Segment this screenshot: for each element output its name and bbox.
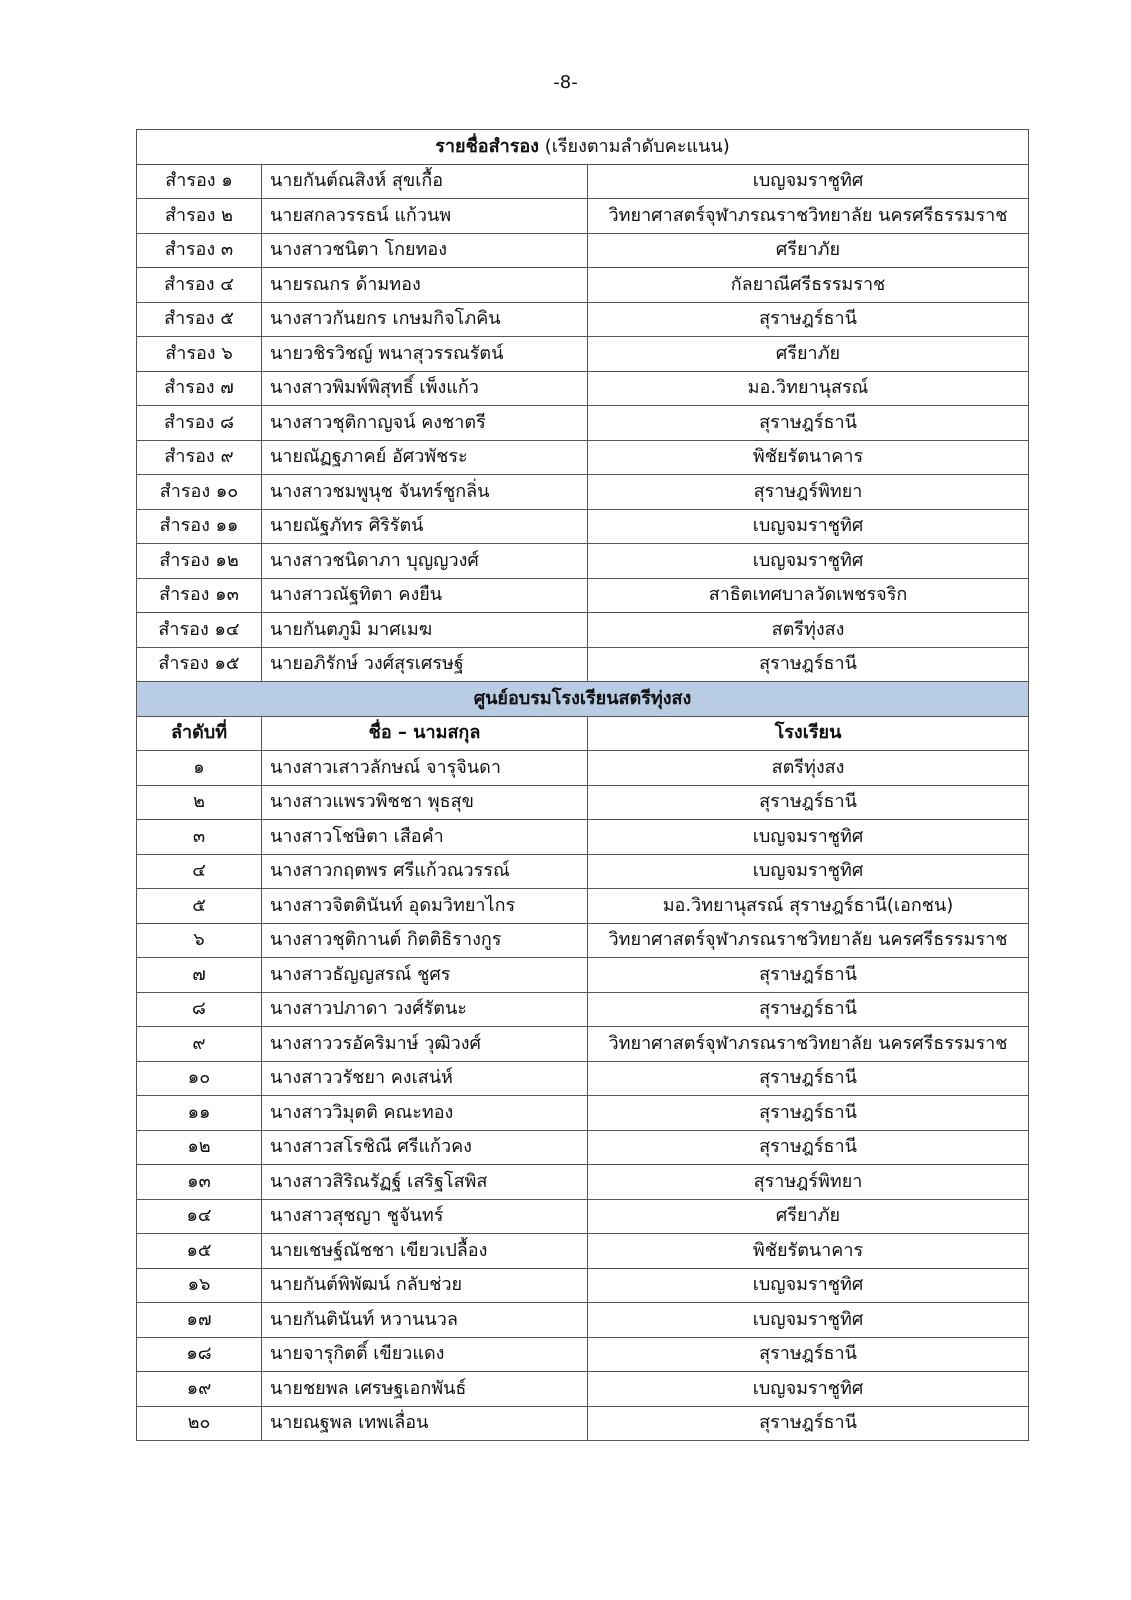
reserve-row [137,578,1029,613]
name-cell: นายเชษฐ์ณัชชา เขียวเปลื้อง [262,1234,588,1269]
center-row [137,1234,1029,1269]
center-row [137,1406,1029,1441]
name-cell: นายกันต์ณสิงห์ สุขเกื้อ [262,164,588,199]
name-cell: นางสาวปภาดา วงศ์รัตนะ [262,992,588,1027]
school-cell: เบญจมราชูทิศ [588,820,1029,855]
school-cell: เบญจมราชูทิศ [588,544,1029,579]
school-cell: เบญจมราชูทิศ [588,1268,1029,1303]
school-cell: สุราษฎร์ธานี [588,1130,1029,1165]
name-cell: นางสาวธัญญสรณ์ ชูศร [262,958,588,993]
name-cell: นางสาวณัฐทิตา คงยืน [262,578,588,613]
name-cell: นางสาวชุติกาญจน์ คงชาตรี [262,406,588,441]
order-cell: ๑๓ [137,1165,262,1200]
school-cell: กัลยาณีศรีธรรมราช [588,268,1029,303]
order-cell: ๒๐ [137,1406,262,1441]
order-cell: ๕ [137,889,262,924]
order-cell: ๑๗ [137,1303,262,1338]
reserve-row [137,509,1029,544]
order-cell: ๖ [137,923,262,958]
center-row [137,751,1029,786]
school-cell: เบญจมราชูทิศ [588,1372,1029,1407]
school-cell: สุราษฎร์พิทยา [588,1165,1029,1200]
center-row [137,1096,1029,1131]
center-row [137,1199,1029,1234]
center-row [137,1268,1029,1303]
name-cell: นางสาวสโรชิณี ศรีแก้วคง [262,1130,588,1165]
name-cell: นางสาวเสาวลักษณ์ จารุจินดา [262,751,588,786]
school-cell: สุราษฎร์ธานี [588,647,1029,682]
page-number: -8- [553,72,578,93]
order-cell: สำรอง ๑ [137,164,262,199]
center-row [137,785,1029,820]
center-row [137,1061,1029,1096]
school-cell: สุราษฎร์ธานี [588,1061,1029,1096]
school-cell: สุราษฎร์ธานี [588,302,1029,337]
name-cell: นางสาวกันยกร เกษมกิจโภคิน [262,302,588,337]
name-cell: นายกันต์พิพัฒน์ กลับช่วย [262,1268,588,1303]
name-cell: นายณัฏฐภาคย์ อัศวพัชระ [262,440,588,475]
name-cell: นางสาวชมพูนุช จันทร์ชูกลิ่น [262,475,588,510]
center-row [137,992,1029,1027]
center-row [137,1337,1029,1372]
column-header-order: ลำดับที่ [137,716,262,751]
center-row [137,1165,1029,1200]
order-cell: สำรอง ๔ [137,268,262,303]
reserve-title-bold: รายชื่อสำรอง [435,135,539,157]
name-cell: นายกันตินันท์ หวานนวล [262,1303,588,1338]
name-cell: นางสาวชนิตา โกยทอง [262,233,588,268]
center-row [137,958,1029,993]
school-cell: สุราษฎร์ธานี [588,1406,1029,1441]
school-cell: ศรียาภัย [588,1199,1029,1234]
reserve-row [137,406,1029,441]
name-cell: นางสาวสุชญา ชูจันทร์ [262,1199,588,1234]
order-cell: สำรอง ๑๔ [137,613,262,648]
order-cell: สำรอง ๖ [137,337,262,372]
order-cell: ๑๕ [137,1234,262,1269]
school-cell: เบญจมราชูทิศ [588,1303,1029,1338]
order-cell: ๒ [137,785,262,820]
school-cell: สาธิตเทศบาลวัดเพชรจริก [588,578,1029,613]
order-cell: ๓ [137,820,262,855]
center-row [137,889,1029,924]
reserve-row [137,302,1029,337]
reserve-row [137,233,1029,268]
center-title-row [137,682,1029,717]
school-cell: สุราษฎร์ธานี [588,406,1029,441]
roster-table [136,129,1029,1441]
reserve-row [137,613,1029,648]
order-cell: สำรอง ๗ [137,371,262,406]
order-cell: ๑๙ [137,1372,262,1407]
school-cell: สุราษฎร์ธานี [588,958,1029,993]
name-cell: นางสาวสิริณรัฏฐ์ เสริฐโสพิส [262,1165,588,1200]
name-cell: นางสาววรัชยา คงเสน่ห์ [262,1061,588,1096]
order-cell: สำรอง ๑๒ [137,544,262,579]
reserve-row [137,268,1029,303]
center-row [137,854,1029,889]
order-cell: สำรอง ๕ [137,302,262,337]
name-cell: นายจารุกิตติ์ เขียวแดง [262,1337,588,1372]
column-header-row [137,716,1029,751]
order-cell: สำรอง ๑๐ [137,475,262,510]
school-cell: เบญจมราชูทิศ [588,164,1029,199]
name-cell: นายกันตภูมิ มาศเมฆ [262,613,588,648]
school-cell: พิชัยรัตนาคาร [588,440,1029,475]
center-row [137,1372,1029,1407]
reserve-row [137,371,1029,406]
name-cell: นายชยพล เศรษฐเอกพันธ์ [262,1372,588,1407]
center-row [137,1130,1029,1165]
order-cell: ๑๘ [137,1337,262,1372]
reserve-title-row [137,130,1029,165]
school-cell: เบญจมราชูทิศ [588,509,1029,544]
name-cell: นางสาวพิมพ์พิสุทธิ์ เพ็งแก้ว [262,371,588,406]
name-cell: นางสาววรอัคริมาษ์ วุฒิวงศ์ [262,1027,588,1062]
reserve-title [137,130,1029,165]
school-cell: มอ.วิทยานุสรณ์ [588,371,1029,406]
school-cell: วิทยาศาสตร์จุฬาภรณราชวิทยาลัย นครศรีธรรมราช [588,1027,1029,1062]
school-cell: วิทยาศาสตร์จุฬาภรณราชวิทยาลัย นครศรีธรรมราช [588,199,1029,234]
order-cell: ๑๑ [137,1096,262,1131]
school-cell: วิทยาศาสตร์จุฬาภรณราชวิทยาลัย นครศรีธรรมราช [588,923,1029,958]
order-cell: สำรอง ๓ [137,233,262,268]
school-cell: สตรีทุ่งสง [588,613,1029,648]
order-cell: สำรอง ๑๓ [137,578,262,613]
order-cell: ๗ [137,958,262,993]
name-cell: นางสาวกฤตพร ศรีแก้วณวรรณ์ [262,854,588,889]
reserve-row [137,647,1029,682]
school-cell: สุราษฎร์ธานี [588,1096,1029,1131]
name-cell: นางสาวจิตตินันท์ อุดมวิทยาไกร [262,889,588,924]
school-cell: พิชัยรัตนาคาร [588,1234,1029,1269]
order-cell: ๑ [137,751,262,786]
school-cell: มอ.วิทยานุสรณ์ สุราษฎร์ธานี(เอกชน) [588,889,1029,924]
name-cell: นางสาวชุติกานต์ กิตติธิรางกูร [262,923,588,958]
order-cell: ๘ [137,992,262,1027]
reserve-row [137,544,1029,579]
order-cell: ๔ [137,854,262,889]
school-cell: สตรีทุ่งสง [588,751,1029,786]
reserve-row [137,337,1029,372]
column-header-name: ชื่อ – นามสกุล [262,716,588,751]
name-cell: นายณฐพล เทพเลื่อน [262,1406,588,1441]
name-cell: นางสาวชนิดาภา บุญญวงศ์ [262,544,588,579]
name-cell: นางสาวแพรวพิชชา พุธสุข [262,785,588,820]
school-cell: สุราษฎร์พิทยา [588,475,1029,510]
name-cell: นายอภิรักษ์ วงศ์สุรเศรษฐ์ [262,647,588,682]
name-cell: นายรณกร ด้ามทอง [262,268,588,303]
order-cell: ๑๔ [137,1199,262,1234]
school-cell: ศรียาภัย [588,337,1029,372]
center-row [137,1027,1029,1062]
school-cell: สุราษฎร์ธานี [588,1337,1029,1372]
reserve-row [137,164,1029,199]
order-cell: ๑๖ [137,1268,262,1303]
school-cell: ศรียาภัย [588,233,1029,268]
name-cell: นางสาววิมุตติ คณะทอง [262,1096,588,1131]
order-cell: ๙ [137,1027,262,1062]
center-row [137,820,1029,855]
school-cell: เบญจมราชูทิศ [588,854,1029,889]
order-cell: ๑๒ [137,1130,262,1165]
school-cell: สุราษฎร์ธานี [588,992,1029,1027]
reserve-title-note: (เรียงตามลำดับคะแนน) [538,135,730,157]
reserve-row [137,199,1029,234]
order-cell: สำรอง ๘ [137,406,262,441]
name-cell: นายวชิรวิชญ์ พนาสุวรรณรัตน์ [262,337,588,372]
order-cell: สำรอง ๒ [137,199,262,234]
reserve-row [137,475,1029,510]
center-row [137,923,1029,958]
reserve-row [137,440,1029,475]
order-cell: สำรอง ๙ [137,440,262,475]
order-cell: ๑๐ [137,1061,262,1096]
center-row [137,1303,1029,1338]
column-header-school: โรงเรียน [588,716,1029,751]
name-cell: นายสกลวรรธน์ แก้วนพ [262,199,588,234]
order-cell: สำรอง ๑๕ [137,647,262,682]
name-cell: นายณัฐภัทร ศิริรัตน์ [262,509,588,544]
name-cell: นางสาวโชษิตา เสือคำ [262,820,588,855]
order-cell: สำรอง ๑๑ [137,509,262,544]
roster-body [137,130,1029,1441]
school-cell: สุราษฎร์ธานี [588,785,1029,820]
center-title: ศูนย์อบรมโรงเรียนสตรีทุ่งสง [137,682,1029,717]
